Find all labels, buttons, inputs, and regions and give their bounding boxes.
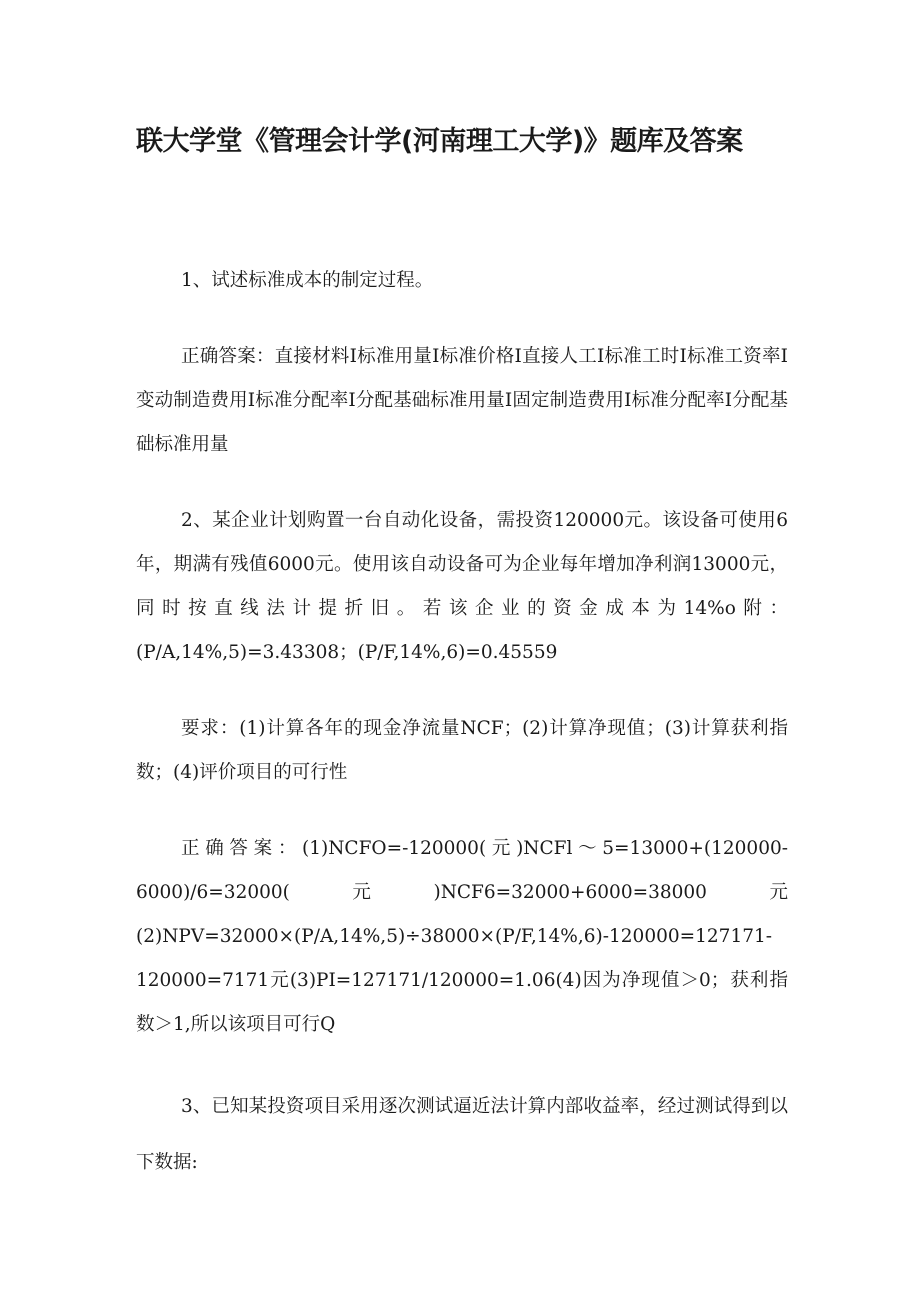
answer-2: 正确答案：(1)NCFO=-120000(元)NCFl～5=13000+(120000-6000)/6=32000(元)NCF6=32000+6000=38000元(2)NPV=32000×(P/A,14%,5)÷38000×(P/F,14%,6)-120000=127171-120000=7171元(3)PI=127171/120000=1.06(4)因为净现值＞0；获利指数＞1,所以该项目可行Q [136,838,788,1036]
question-1: 1、试述标准成本的制定过程。 [181,270,434,292]
document-title: 联大学堂《管理会计学(河南理工大学)》题库及答案 [136,126,743,157]
question-3: 3、已知某投资项目采用逐次测试逼近法计算内部收益率，经过测试得到以下数据: [136,1096,788,1174]
question-2: 2、某企业计划购置一台自动化设备，需投资120000元。该设备可使用6年，期满有残值6000元。使用该自动设备可为企业每年增加净利润13000元，同时按直线法计提折旧。若该企业的资金成本为14%o附：(P/A,14%,5)=3.43308；(P/F,14%,6)=0.45559 [136,510,788,664]
answer-1: 正确答案：直接材料I标准用量I标准价格I直接人工I标准工时I标准工资率I变动制造费用I标准分配率I分配基础标准用量I固定制造费用I标准分配率I分配基础标准用量 [136,346,788,456]
question-2-requirements: 要求：(1)计算各年的现金净流量NCF；(2)计算净现值；(3)计算获利指数；(4)评价项目的可行性 [136,718,788,784]
